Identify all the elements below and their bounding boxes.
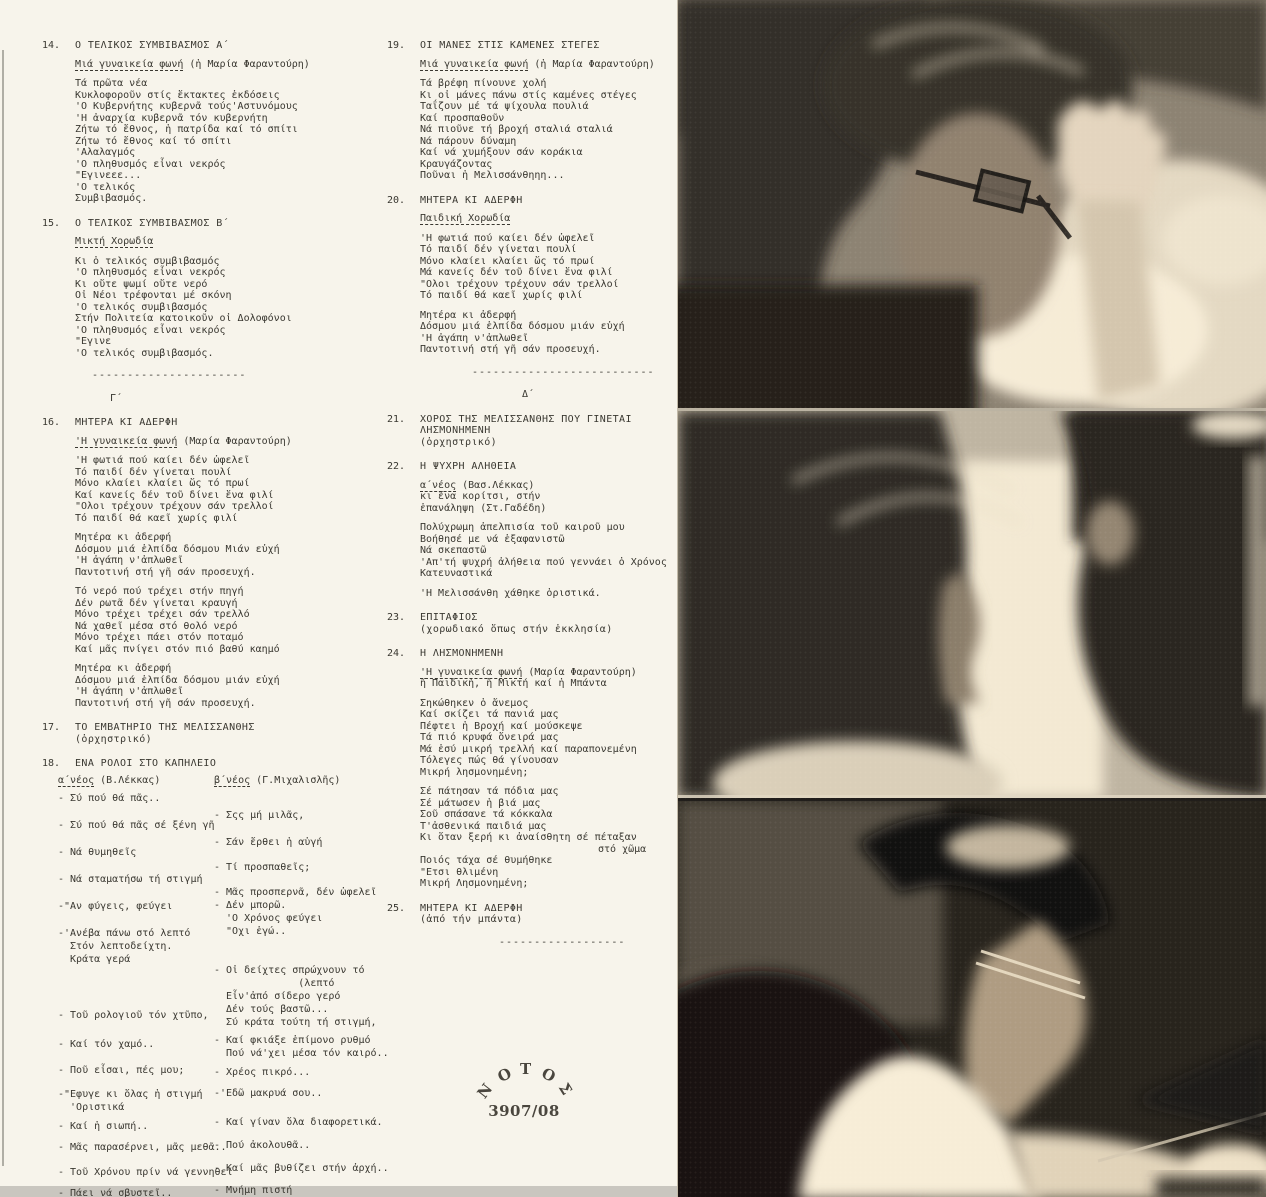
section-divider: -------------------------- [472,366,655,378]
dialogue-item [58,846,213,859]
speaker-line [420,213,662,225]
logo-letter: Τ [520,1060,532,1078]
track-entry [42,722,392,745]
lyric-line: Κι ὁ τελικός συμβιβασμός [75,255,220,267]
lyric-line: - Σύ πού θά πᾶς.. [58,793,161,804]
speaker-line [214,775,399,787]
track-number: 23. [387,612,406,623]
lyric-line: - Καί ἡ σιωπή.. [58,1121,149,1132]
speaker-line [420,503,662,515]
lyric-line: 'Η ἀγάπη ν'ἁπλωθεῖ [75,555,184,566]
lyric-line: Σηκώθηκεν ὁ ἄνεμος [420,697,529,709]
lyric-line: - Οἱ δείχτες σπρώχνουν τό [214,965,365,976]
lyric-line: - Καί φκιάξε ἐπίμονο ρυθμό [214,1035,371,1046]
speaker-detail: (Μαρία Φαραντούρη) [522,666,637,678]
lyric-line: Βοήθησέ με νά ἐξαφανιστῶ [420,533,565,545]
lyric-stanza [42,455,392,524]
speaker-line [75,236,392,248]
speaker-name: α΄νέος [420,479,457,491]
lyric-line: (λεπτό [214,978,335,989]
lyric-line: 'Αλαλαγμός [75,147,136,158]
dialogue-item [214,809,399,822]
dialogue-duet [42,775,392,1197]
track-number: 20. [387,194,406,206]
speaker-line [420,59,662,71]
lyric-line: Συμβιβασμός. [75,193,148,204]
lyric-line: 'Ο τελικός συμβιβασμός [75,301,208,313]
lyric-line: - Σςς μή μιλᾶς, [214,810,305,821]
lyric-line: στό χῶμα [598,843,647,855]
lyric-line: - Πάει νά σβυστεῖ.. [58,1188,173,1197]
dialogue-item [58,792,213,805]
lyric-stanza [387,233,662,302]
lyric-line: Κραυγάζοντας [420,158,493,170]
section-divider: ------------------ [499,936,626,948]
lyric-line: Στόν λεπτοδείχτη. [58,941,173,952]
lyric-line: Καί κανείς δέν τοῦ δίνει ἕνα φιλί [75,489,274,501]
lyric-line: Νά χαθεῖ μέσα στό θολό νερό [75,620,238,632]
speaker-name: Μιά γυναικεία φωνή [75,58,184,70]
track-entry [387,903,662,926]
dialogue-item [214,836,399,849]
page-edge-line [2,50,4,1166]
lyric-line: 'Η ἀναρχία κυβερνᾶ τόν κυβερνήτη [75,112,268,124]
track-title: Η ΛΗΣΜΟΝΗΜΕΝΗ [420,648,504,659]
photo-top-conductor-adjusting-glasses [678,0,1266,408]
lyric-line: - Τί προσπαθεῖς; [214,862,311,873]
speaker-name: Παιδική Χορωδία [420,213,511,224]
dialogue-item [214,1162,399,1175]
performer [387,213,662,225]
dialogue-item [58,819,213,832]
lyric-line: -'Εδῶ μακρυά σου.. [214,1088,323,1099]
lyric-line: Κυκλοφοροῦν στίς ἔκτακτες ἐκδόσεις [75,89,280,101]
track-number: 21. [387,413,406,425]
track-title: (ὀρχηστρικό) [420,436,498,448]
lyric-line: - Νά σταματήσω τή στιγμή [58,874,203,885]
track-number: 22. [387,461,406,472]
track-title: ΛΗΣΜΟΝΗΜΕΝΗ [420,425,491,436]
lyric-line: Τό παιδί δέν γίνεται πουλί [420,244,577,255]
lyric-line: 'Η φωτιά πού καίει δέν ὠφελεῖ [420,232,595,244]
speaker-detail: (Γ.Μιχαλισλῆς) [250,774,341,786]
lyric-line: Τό νερό πού τρέχει στήν πηγή [75,586,244,597]
track-entry [387,195,662,207]
lyric-line: Ζήτω τό ἔθνος, ἡ πατρίδα καί τό σπίτι [75,124,298,135]
track-title: ΜΗΤΕΡΑ ΚΙ ΑΔΕΡΦΗ [420,902,523,914]
lyric-line: Καί μᾶς πνίγει στόν πιό βαθύ καημό [75,643,280,655]
lyric-line: Μητέρα κι ἀδερφή [75,663,172,674]
dialogue-item [58,1166,233,1179]
performer [42,59,392,71]
speaker-detail: ἤ Παιδική, ἤ Μικτή καί ἡ Μπάντα [420,678,607,689]
dialogue-item [58,1064,213,1077]
speaker-line [420,480,662,492]
track-list-column-left [42,40,392,1197]
lyric-line: -"Αν φύγεις, φεύγει [58,901,173,912]
lyric-line: 'Ο πληθυσμός εἶναι νεκρός [75,267,226,278]
track-title: ΜΗΤΕΡΑ ΚΙ ΑΔΕΡΦΗ [420,194,523,206]
lyric-stanza [42,256,392,360]
lyric-line: Κι ὅταν ξερή κι ἀναίσθητη σέ πέταξαν [420,832,637,843]
lyric-line: Κι οὔτε ψωμί οὔτε νερό [75,278,208,290]
track-entry [42,417,392,429]
speaker-name: Μιά γυναικεία φωνή [420,58,529,70]
lyric-line: Πολύχρωμη ἀπελπισία τοῦ καιροῦ μου [420,522,625,533]
lyric-line: Τό παιδί θά καεῖ χωρίς φιλί [420,290,583,301]
lyric-line: 'Ο πληθυσμός εἶναι νεκρός [75,158,226,170]
lyric-line: Ποιός τάχα σέ θυμήθηκε [420,855,553,866]
photo-middle-two-profiles [678,411,1266,798]
lyric-line: Παντοτινή στή γῆ σάν προσευχή. [75,566,256,578]
track-entry [42,218,392,230]
lyric-line: Πού νά'χει μέσα τόν καιρό.. [214,1048,389,1059]
track-number: 19. [387,40,406,51]
lyric-line: - Μᾶς προσπερνᾶ, δέν ὠφελεῖ [214,887,377,898]
lyric-line: 'Η Μελισσάνθη χάθηκε ὁριστικά. [420,587,601,599]
lyric-line: "Ολοι τρέχουν τρέχουν σάν τρελλοί [420,278,619,290]
lyric-line: 'Οριστικά [58,1102,125,1113]
lyric-line: "Εγινε [75,336,112,347]
lyric-line: Ζήτω τό ἔθνος καί τό σπίτι [75,135,232,147]
lyric-line: 'Ο Χρόνος φεύγει [214,913,323,924]
speaker-name: 'Η γυναικεία φωνή [75,435,178,447]
lyric-stanza [387,310,662,356]
lyric-line: Μά ἐσύ μικρή τρελλή καί παραπονεμένη [420,743,637,755]
lyric-stanza [387,786,662,890]
lyric-line: Μόνο τρέχει πάει στόν ποταμό [75,632,244,643]
lyric-line: "Εγινεεε... [75,170,142,181]
lyric-line: - Τοῦ Χρόνου πρίν νά γεννηθεῖ [58,1167,233,1178]
speaker-line [58,775,213,787]
dialogue-item [214,1139,399,1152]
performer [42,436,392,448]
dialogue-item [58,900,213,913]
lyric-stanza [42,663,392,709]
track-number: 24. [387,648,406,659]
lyric-line: Τά πιό κρυφά ὄνειρά μας [420,732,559,743]
speaker-detail: (ἡ Μαρία Φαραντούρη) [183,58,310,70]
lyric-stanza [387,522,667,580]
lyric-line: - Δέν μπορῶ. [214,900,287,911]
lyric-line: Νά σκεπαστῶ [420,545,487,556]
lyric-line: Σύ κράτα τούτη τή στιγμή, [214,1017,377,1028]
lyric-line: Νά πάρουν δύναμη [420,135,517,147]
speaker-name: Μικτή Χορωδία [75,236,154,247]
track-entry [387,414,662,449]
lyric-line: Εἶν'ἀπό σίδερο γερό [214,991,341,1002]
lyric-stanza [42,532,392,578]
track-number: 14. [42,40,61,51]
dialogue-item [214,861,399,874]
track-title: Η ΨΥΧΡΗ ΑΛΗΘΕΙΑ [420,461,517,472]
track-entry [42,758,392,770]
lyric-line: Σέ μάτωσεν ἡ βιά μας [420,797,541,809]
lyric-line: Μόνο κλαίει κλαίει ὥς τό πρωί [420,255,595,267]
logo-letter: Ο [538,1064,559,1086]
lyric-line: Κι οἱ μάνες πάνω στίς καμένες στέγες [420,89,637,101]
dialogue-item [214,1087,399,1100]
lyric-line: - Σύ πού θά πᾶς σέ ξένη γῆ [58,820,215,831]
track-title: ΕΠΙΤΑΦΙΟΣ [420,612,478,623]
speaker-line [75,436,392,448]
lyric-line: 'Ο τελικός συμβιβασμός. [75,347,214,359]
speaker-detail: (Μαρία Φαραντούρη) [177,435,292,447]
lyric-line: Μικρή Λησμονημένη; [420,878,529,889]
lyric-line: Σοῦ σπάσανε τά κόκκαλα [420,809,553,820]
lyric-line: Παντοτινή στή γῆ σάν προσευχή. [420,344,601,355]
dialogue-item [58,1187,213,1197]
track-title: ΤΟ ΕΜΒΑΤΗΡΙΟ ΤΗΣ ΜΕΛΙΣΣΑΝΘΗΣ [75,722,255,733]
lyric-line: - Μνήμη πιστή [214,1185,293,1196]
dialogue-item [58,1120,213,1133]
photo-seam [678,408,1266,411]
lyric-line: Νά πιοῦνε τή βροχή σταλιά σταλιά [420,124,613,135]
dialogue-item [214,1184,399,1197]
track-title: ΕΝΑ ΡΟΛΟΙ ΣΤΟ ΚΑΠΗΛΕΙΟ [75,758,217,769]
lyric-line: 'Η ἀγάπη ν'ἁπλωθεῖ [420,332,529,344]
performer [387,667,662,690]
photo-seam [678,795,1266,798]
lyric-line: Μά κανείς δέν τοῦ δίνει ἕνα φιλί [420,267,613,278]
dialogue-column [214,775,399,1197]
lyric-line: Μητέρα κι ἀδερφή [75,532,172,543]
track-entry [387,648,662,660]
catalog-number: 3907/08 [488,1102,560,1120]
speaker-name: β΄νέος [214,774,251,786]
dialogue-item [214,964,399,1029]
track-title: ΧΟΡΟΣ ΤΗΣ ΜΕΛΙΣΣΑΝΘΗΣ ΠΟΥ ΓΙΝΕΤΑΙ [420,413,632,425]
dialogue-item [58,1009,213,1022]
logo-letter: Ν [473,1080,497,1102]
photo-panel [677,0,1266,1197]
lyric-line: Παντοτινή στή γῆ σάν προσευχή. [75,697,256,709]
lyric-line: - Σάν ἔρθει ἡ αὐγή [214,837,323,848]
lyric-line: Τά πρῶτα νέα [75,78,148,89]
lyric-line: Δόσμου μιά ἐλπίδα δόσμου μιάν εὐχή [420,321,625,332]
track-number: 17. [42,722,61,733]
lyric-line: Τό παιδί δέν γίνεται πουλί [75,466,232,478]
lyric-line: 'Ο πληθυσμός εἶναι νεκρός [75,324,226,336]
lyric-stanza [42,586,392,655]
lyric-line: -'Ανέβα πάνω στό λεπτό [58,928,191,939]
lyric-line: - Καί μᾶς βυθίζει στήν ἀρχή.. [214,1163,389,1174]
track-title: (ὀρχηστρικό) [75,733,153,745]
lyric-line: Τό παιδί θά καεῖ χωρίς φιλί [75,512,238,524]
lyric-line: Δέν ρωτᾶ δέν γίνεται κραυγή [75,597,238,609]
track-number: 18. [42,758,61,769]
speaker-line [420,491,662,503]
dialogue-item [214,1066,399,1079]
lyric-line: - Μᾶς παρασέρνει, μᾶς μεθᾶ.. [58,1142,227,1153]
lyric-line: Ταΐζουν μέ τά ψίχουλα πουλιά [420,101,589,112]
part-label: Δ΄ [522,389,535,400]
track-number: 25. [387,902,406,914]
speaker-detail: (Β.Λέκκας) [94,774,161,786]
lyric-line: - Νά θυμηθεῖς [58,847,137,858]
lyric-line: Μόνο κλαίει κλαίει ὥς τό πρωί [75,478,250,489]
lyric-line: - Χρέος πικρό... [214,1067,311,1078]
lyric-line: Δόσμου μιά ἐλπίδα δόσμου Μιάν εὐχή [75,543,280,555]
lyric-line: Στήν Πολιτεία κατοικοῦν οἱ Δολοφόνοι [75,313,292,324]
speaker-detail: κι ἕνα κορίτσι, στήν [420,491,541,502]
photo-bottom-composer-at-piano [678,801,1266,1197]
speaker-line [420,678,662,690]
lyric-stanza [387,588,662,600]
lyric-line: - Καί γίναν ὅλα διαφορετικά. [214,1117,383,1128]
track-entry [387,461,662,473]
performer [42,236,392,248]
lyric-line: Πέφτει ἡ Βροχή καί μούσκεψε [420,720,583,732]
lyric-line: Τ'ἀσθενικά παιδιά μας [420,820,547,832]
speaker-name: 'Η γυναικεία φωνή [420,666,523,678]
lyric-line: - Καί τόν χαμό.. [58,1039,155,1050]
lyric-line: Κατευναστικά [420,568,493,579]
section-divider: ---------------------- [92,370,247,381]
speaker-detail: (Βασ.Λέκκας) [456,479,535,491]
track-title: (χορωδιακό ὅπως στήν ἐκκλησία) [420,623,613,635]
notos-logo [474,1058,574,1132]
lyric-line: Οἱ Νέοι τρέφονται μέ σκόνη [75,290,232,301]
lyric-line: Τά βρέφη πίνουνε χολή [420,78,547,89]
lyric-line: - Πού ἀκολουθᾶ.. [214,1140,311,1151]
dialogue-item [58,1038,213,1051]
performer [387,480,662,515]
lyric-line: - Τοῦ ρολογιοῦ τόν χτῦπο, [58,1010,209,1021]
lyric-line: Μικρή λησμονημένη; [420,766,529,778]
lyric-line: Καί προσπαθοῦν [420,112,505,124]
logo-letter: Σ [554,1079,576,1099]
dialogue-item [58,927,213,966]
lyric-line: 'Η ἀγάπη ν'ἁπλωθεῖ [75,686,184,697]
dialogue-item [58,873,213,886]
track-title: ΟΙ ΜΑΝΕΣ ΣΤΙΣ ΚΑΜΕΝΕΣ ΣΤΕΓΕΣ [420,40,600,51]
dialogue-item [214,886,399,899]
lyric-line: Μόνο τρέχει τρέχει σάν τρελλό [75,609,250,620]
lyric-line: Καί σκίζει τά πανιά μας [420,709,559,720]
lyric-line: 'Απ'τή ψυχρή ἀλήθεια πού γεννάει ὁ Χρόνος [420,556,667,568]
track-list-column-right [387,40,667,948]
track-title: ΜΗΤΕΡΑ ΚΙ ΑΔΕΡΦΗ [75,417,178,428]
dialogue-item [58,1141,227,1154]
lyric-line: Τόλεγες πώς θά γίνουσαν [420,755,559,766]
track-number: 15. [42,217,61,229]
lyric-stanza [42,78,392,205]
track-number: 16. [42,417,61,428]
speaker-name: α΄νέος [58,774,95,786]
lyric-line: 'Η φωτιά πού καίει δέν ὠφελεῖ [75,455,250,466]
lyric-line: -"Εφυγε κι ὅλας ἡ στιγμή [58,1089,203,1100]
speaker-line [420,667,662,679]
lyric-line: Ποῦναι ἡ Μελισσάνθηηη... [420,170,565,181]
track-entry [42,40,392,52]
dialogue-item [214,1116,399,1129]
lyric-line: 'Ο τελικός [75,181,136,193]
lyric-line: "Ετσι θλιμένη [420,866,499,878]
lyric-line: Δόσμου μιά ἐλπίδα δόσμου μιάν εὐχή [75,674,280,686]
notos-logo-arc [474,1058,574,1100]
track-title: Ο ΤΕΛΙΚΟΣ ΣΥΜΒΙΒΑΣΜΟΣ Α΄ [75,40,230,51]
dialogue-item [58,1088,213,1114]
dialogue-item [214,1034,399,1060]
track-title: (ἀπό τήν μπάντα) [420,914,523,925]
lyric-line: Σέ πάτησαν τά πόδια μας [420,786,559,797]
track-title: Ο ΤΕΛΙΚΟΣ ΣΥΜΒΙΒΑΣΜΟΣ Β΄ [75,217,230,229]
lyric-stanza [387,78,662,182]
speaker-detail: ἐπανάληψη (Στ.Γαδέδη) [420,502,547,514]
lyric-line: "Ολοι τρέχουν τρέχουν σάν τρελλοί [75,501,274,512]
part-label: Γ΄ [110,392,123,404]
performer [387,59,662,71]
logo-letter: Ο [494,1064,515,1086]
speaker-detail: (ἡ Μαρία Φαραντούρη) [528,58,655,70]
dialogue-item [214,899,399,938]
speaker-line [75,59,392,71]
lyric-line: 'Ο Κυβερνήτης κυβερνᾶ τούς'Αστυνόμους [75,101,298,112]
lyric-line: Μητέρα κι ἀδερφή [420,309,517,321]
track-entry [387,40,662,52]
lyric-line: - Ποῦ εἶσαι, πές μου; [58,1065,185,1076]
lyric-stanza [387,698,662,779]
lyric-line: Δέν τούς βαστῶ... [214,1004,329,1015]
lyric-line: Κράτα γερά [58,954,131,965]
track-entry [387,612,662,635]
lyric-line: "Οχι ἐγώ.. [214,926,287,937]
lyric-line: Καί νά χυμήξουν σάν κοράκια [420,147,583,158]
